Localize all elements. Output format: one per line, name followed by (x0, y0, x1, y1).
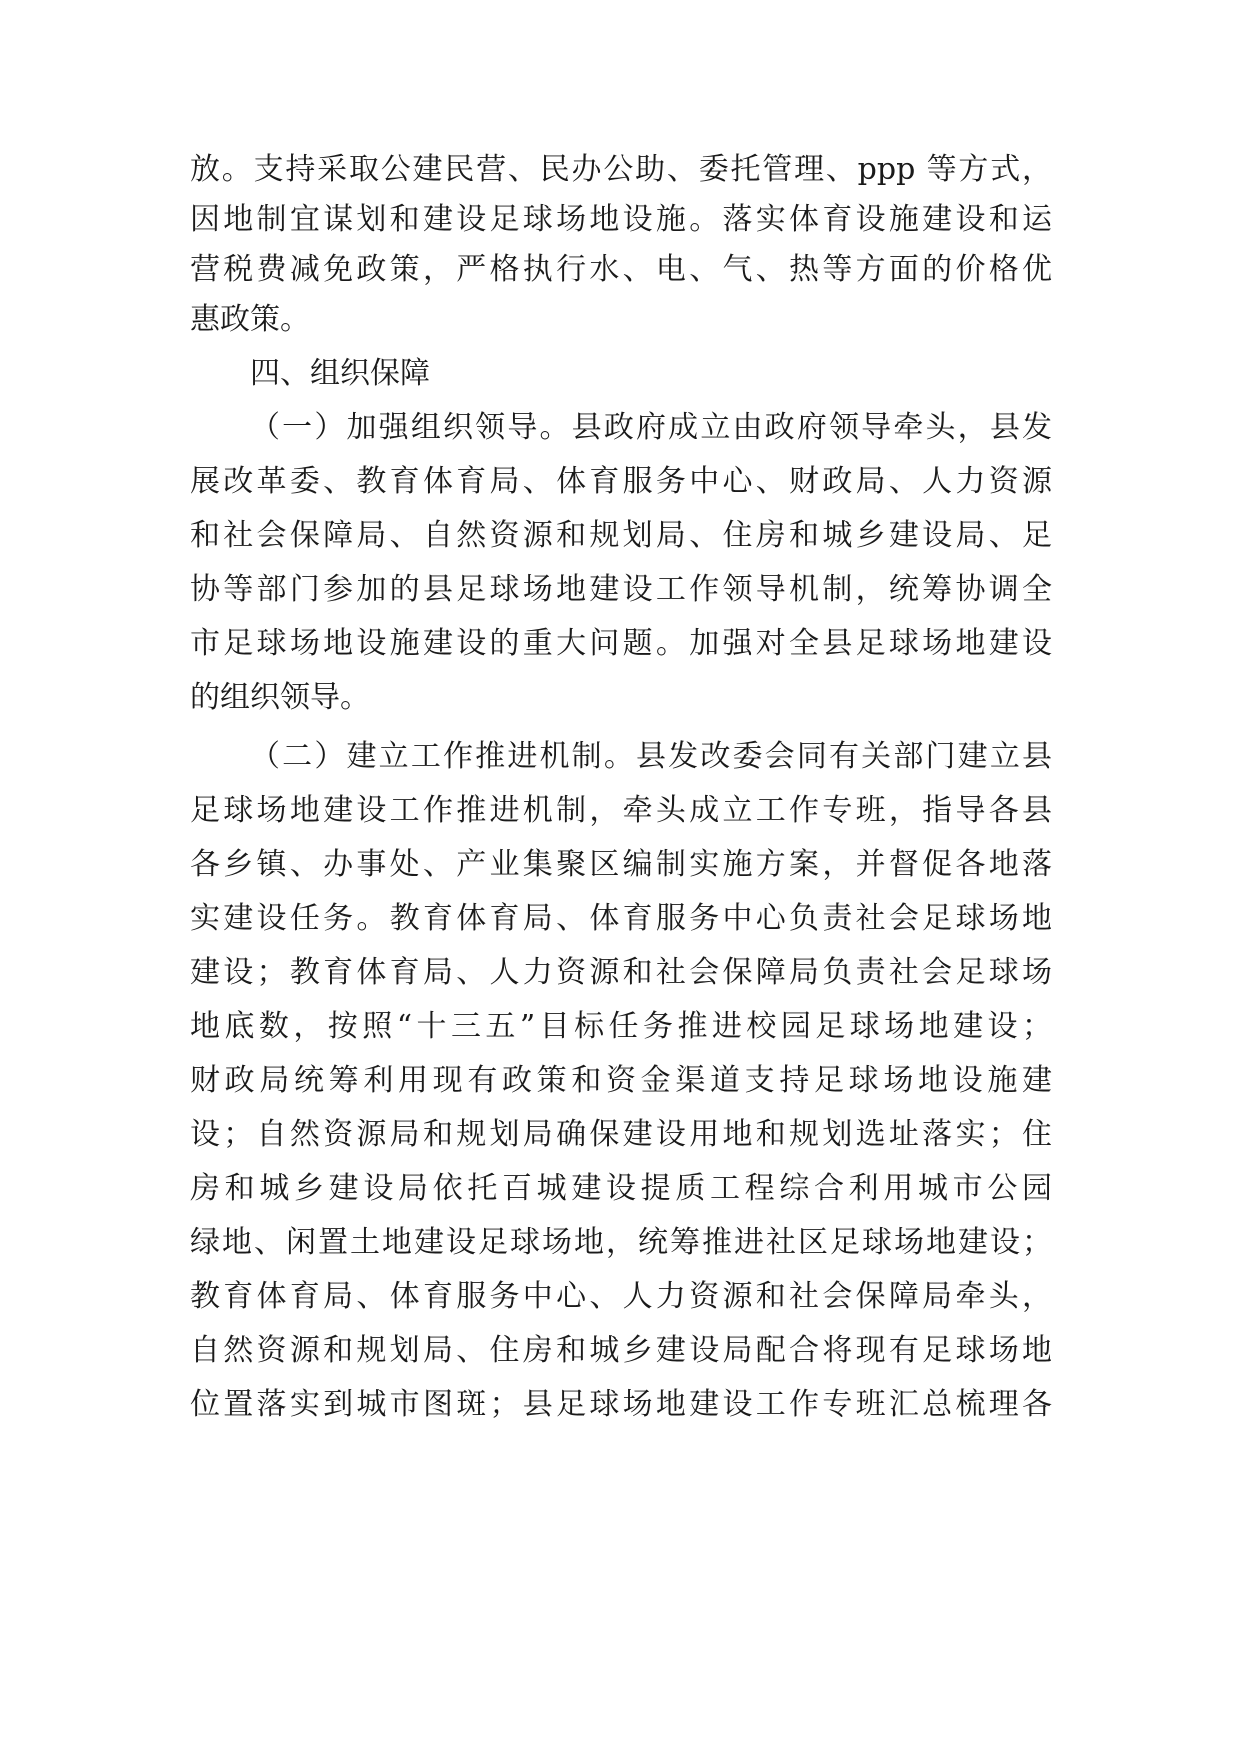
body-line: 营税费减免政策，严格执行水、电、气、热等方面的价格优 (190, 252, 1052, 287)
body-line: 设；自然资源局和规划局确保建设用地和规划选址落实；住 (190, 1117, 1052, 1152)
body-line: 建设；教育体育局、人力资源和社会保障局负责社会足球场 (190, 955, 1052, 990)
body-line: 地底数，按照“十三五”目标任务推进校园足球场地建设； (190, 1009, 1052, 1044)
body-line: 实建设任务。教育体育局、体育服务中心负责社会足球场地 (190, 901, 1052, 936)
body-line: 和社会保障局、自然资源和规划局、住房和城乡建设局、足 (190, 518, 1052, 553)
section-heading: 四、组织保障 (250, 356, 430, 391)
body-line: 房和城乡建设局依托百城建设提质工程综合利用城市公园 (190, 1171, 1052, 1206)
body-line: 的组织领导。 (190, 680, 370, 715)
body-line: 位置落实到城市图斑；县足球场地建设工作专班汇总梳理各 (190, 1387, 1052, 1422)
body-line: 财政局统筹利用现有政策和资金渠道支持足球场地设施建 (190, 1063, 1052, 1098)
body-line: 绿地、闲置土地建设足球场地，统筹推进社区足球场地建设； (190, 1225, 1052, 1260)
body-line: 展改革委、教育体育局、体育服务中心、财政局、人力资源 (190, 464, 1052, 499)
paragraph-first-line: （一）加强组织领导。县政府成立由政府领导牵头，县发 (250, 410, 1052, 445)
body-line: 各乡镇、办事处、产业集聚区编制实施方案，并督促各地落 (190, 847, 1052, 882)
body-line: 协等部门参加的县足球场地建设工作领导机制，统筹协调全 (190, 572, 1052, 607)
body-line: 因地制宜谋划和建设足球场地设施。落实体育设施建设和运 (190, 202, 1052, 237)
paragraph-first-line: （二）建立工作推进机制。县发改委会同有关部门建立县 (250, 739, 1052, 774)
body-line: 放。支持采取公建民营、民办公助、委托管理、ppp 等方式， (190, 152, 1052, 187)
body-line: 惠政策。 (190, 302, 310, 337)
body-line: 市足球场地设施建设的重大问题。加强对全县足球场地建设 (190, 626, 1052, 661)
body-line: 自然资源和规划局、住房和城乡建设局配合将现有足球场地 (190, 1333, 1052, 1368)
body-line: 足球场地建设工作推进机制，牵头成立工作专班，指导各县 (190, 793, 1052, 828)
body-line: 教育体育局、体育服务中心、人力资源和社会保障局牵头， (190, 1279, 1052, 1314)
